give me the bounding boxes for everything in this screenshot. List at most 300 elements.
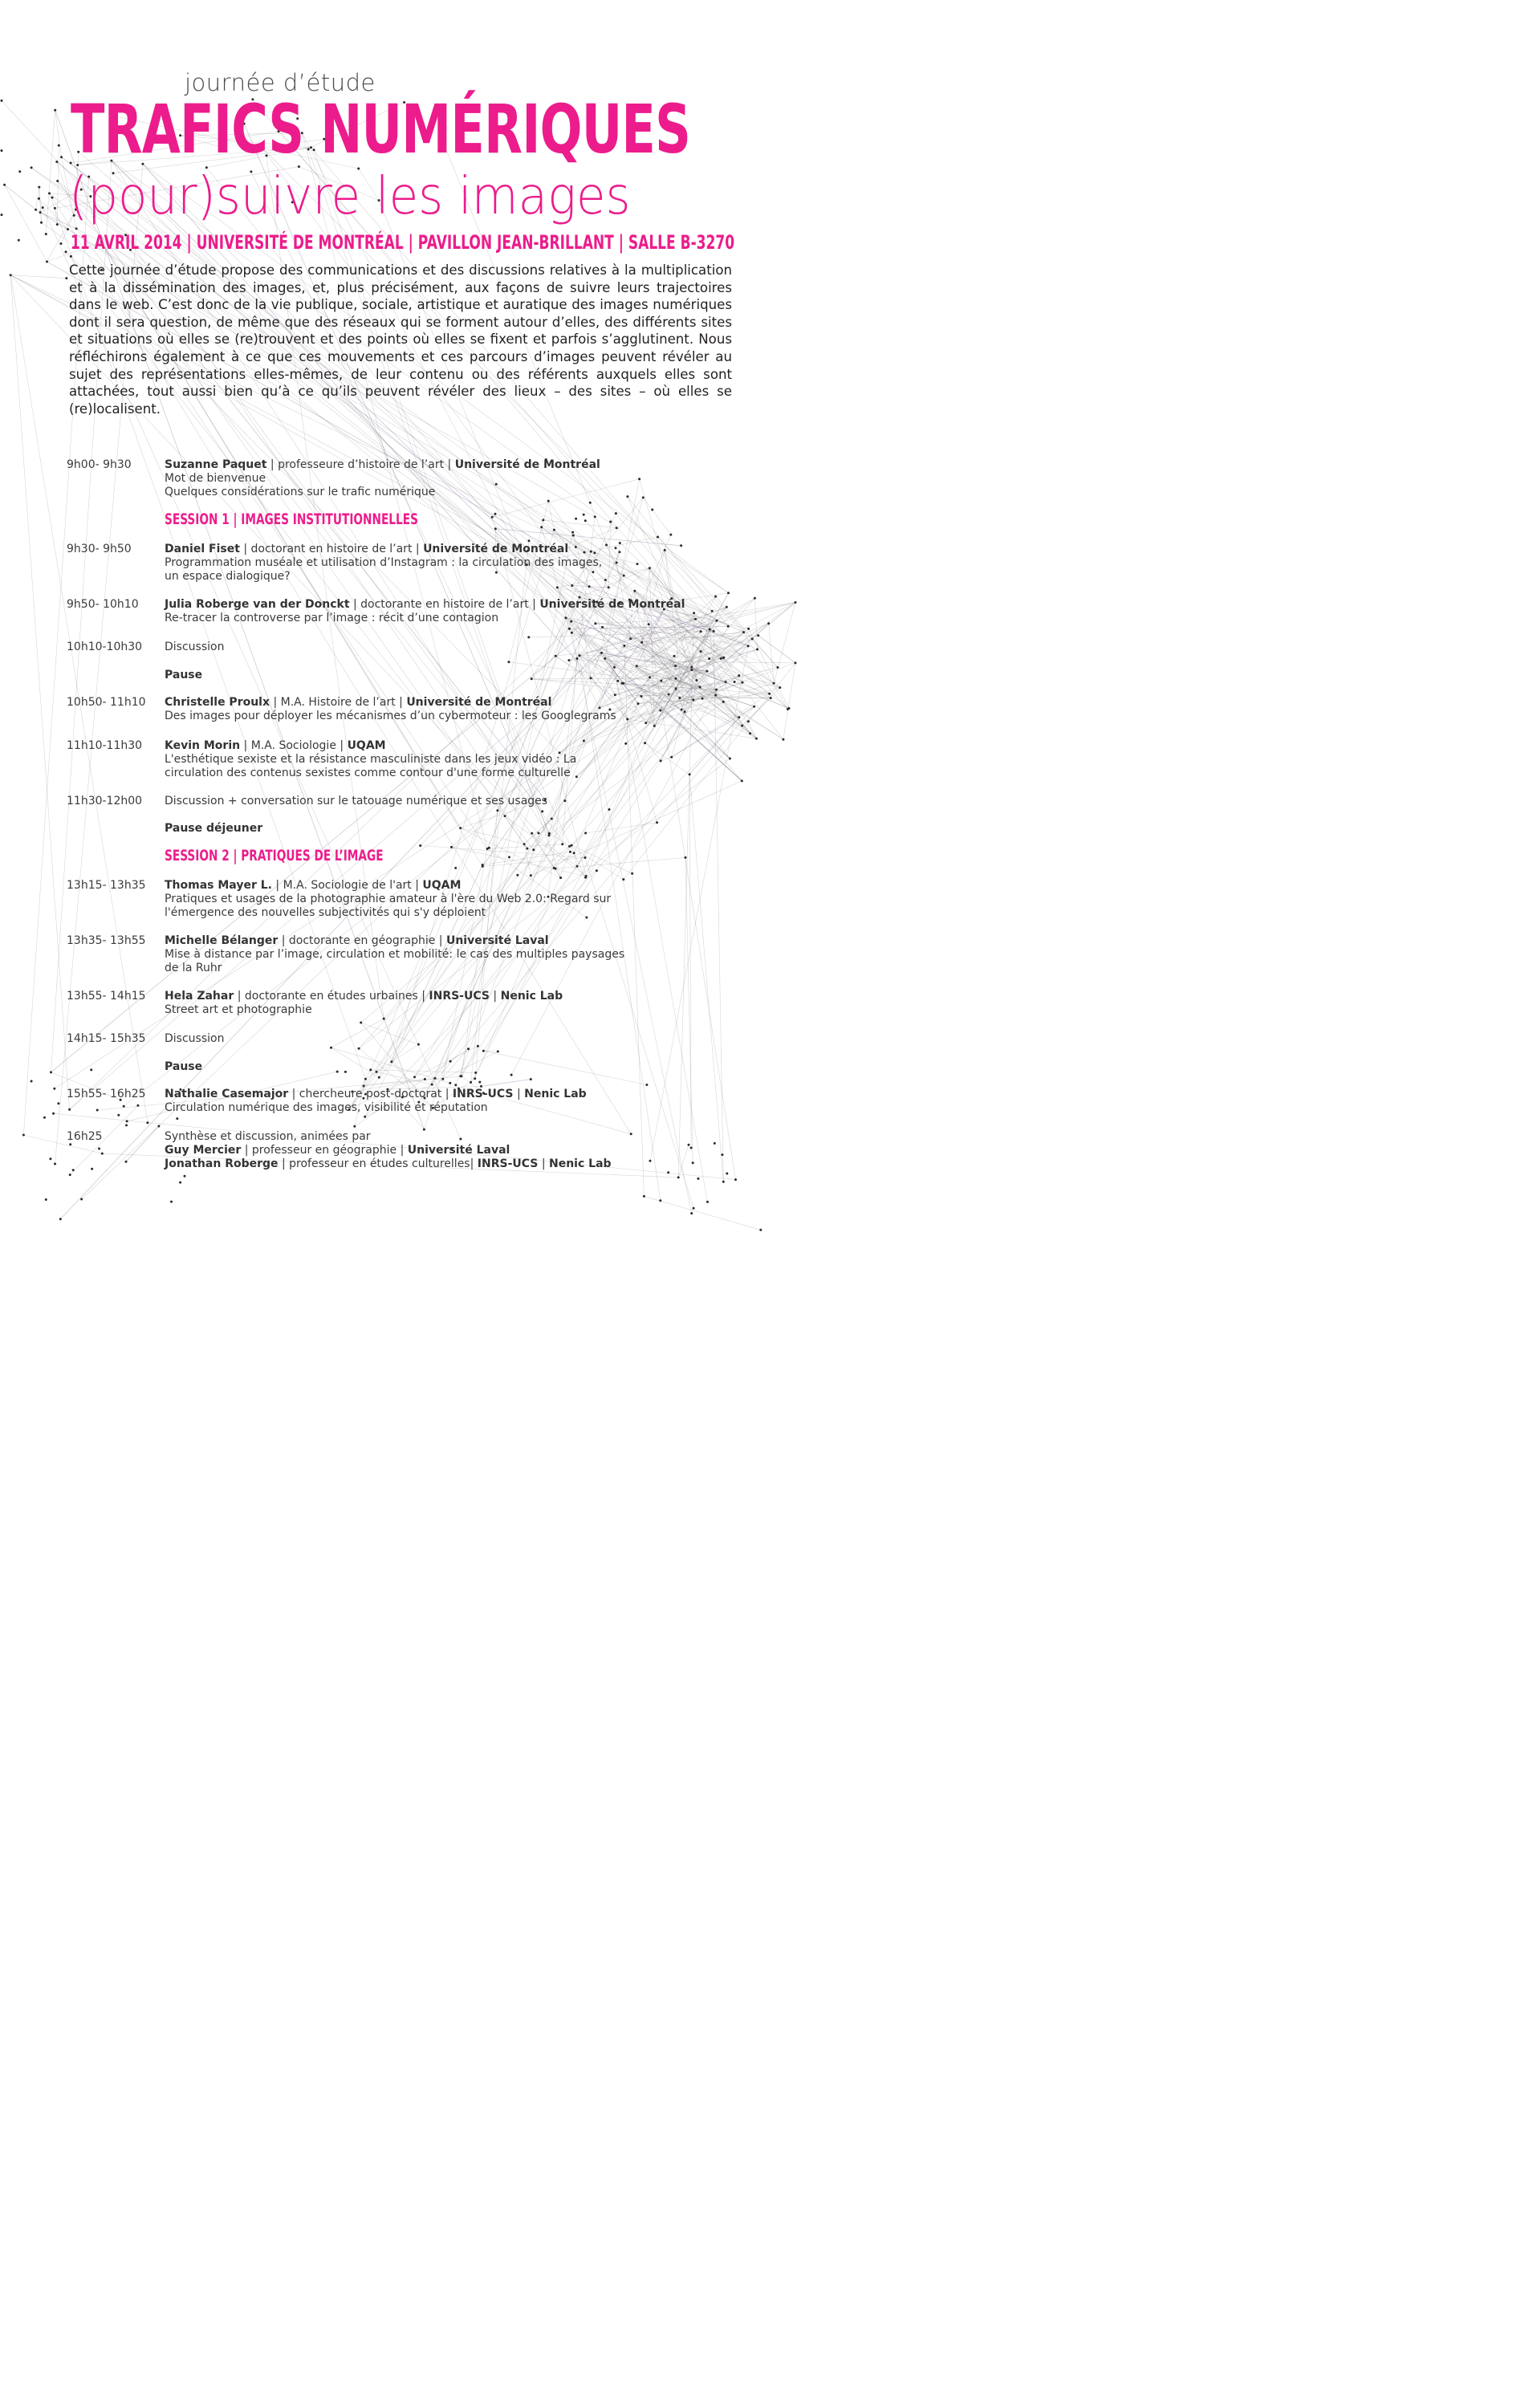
network-node	[755, 738, 758, 740]
network-edge	[678, 1145, 689, 1178]
speaker-institution: Université de Montréal	[406, 696, 552, 709]
network-node	[615, 512, 617, 515]
network-node	[631, 872, 633, 875]
network-node	[608, 808, 611, 811]
network-node	[609, 521, 612, 523]
network-node	[1, 214, 3, 216]
network-node	[782, 738, 784, 741]
network-node	[624, 742, 627, 745]
network-node	[767, 622, 770, 624]
network-node	[496, 809, 498, 811]
network-node	[527, 636, 530, 638]
network-node	[563, 799, 566, 802]
slot-time: 11h30-12h00	[67, 795, 143, 807]
network-node	[734, 681, 736, 683]
network-node	[54, 109, 56, 112]
network-edge	[769, 624, 774, 684]
network-node	[633, 590, 636, 592]
network-edge	[5, 185, 36, 209]
network-node	[542, 519, 544, 521]
network-node	[125, 1161, 128, 1163]
entry-line: L'esthétique sexiste et la résistance masculiniste dans les jeux vidéo : La	[165, 753, 577, 766]
network-node	[431, 1084, 433, 1086]
slot-time: 9h50- 10h10	[67, 598, 139, 611]
slot-time: 9h00- 9h30	[67, 458, 132, 471]
network-node	[706, 670, 708, 673]
network-node	[754, 597, 756, 600]
entry-line: Street art et photographie	[165, 1003, 312, 1016]
network-node	[556, 586, 559, 588]
network-node	[555, 655, 557, 657]
network-node	[779, 686, 781, 689]
network-node	[470, 1081, 472, 1084]
network-node	[594, 515, 596, 518]
network-node	[753, 706, 755, 708]
network-node	[702, 698, 704, 700]
network-node	[692, 1161, 694, 1164]
network-node	[117, 1114, 120, 1117]
network-node	[694, 618, 697, 620]
network-node	[600, 652, 603, 654]
network-edge	[331, 1019, 384, 1047]
speaker-name: Christelle Proulx	[165, 696, 270, 709]
network-node	[667, 1171, 669, 1173]
network-node	[715, 620, 718, 622]
speaker-role: professeure d’histoire de l’art	[278, 458, 445, 471]
speaker-institution: Université de Montréal	[539, 598, 685, 611]
network-node	[179, 1182, 181, 1184]
speaker-name: Guy Mercier	[165, 1144, 242, 1157]
network-node	[146, 1121, 148, 1124]
entry-line: de la Ruhr	[165, 962, 222, 974]
network-node	[531, 677, 533, 680]
network-node	[1, 149, 3, 152]
network-edge	[685, 857, 693, 1162]
network-node	[54, 207, 56, 209]
network-node	[364, 1116, 366, 1118]
network-node	[616, 680, 619, 682]
network-node	[65, 250, 67, 253]
network-node	[713, 630, 715, 633]
entry-line: Mot de bienvenue	[165, 472, 266, 485]
network-node	[699, 686, 702, 689]
entry-line: l'émergence des nouvelles subjectivités qui s'y déploient	[165, 906, 486, 919]
entry-line: Synthèse et discussion, animées par	[165, 1130, 371, 1143]
network-node	[126, 1120, 128, 1122]
entry-line: Re-tracer la controverse par l’image : récit d’une contagion	[165, 612, 499, 624]
network-node	[75, 227, 78, 230]
network-node	[3, 184, 6, 186]
network-edge	[331, 1047, 450, 1083]
network-node	[494, 513, 497, 515]
network-node	[67, 228, 69, 230]
network-node	[726, 1173, 728, 1175]
pause-label: Pause	[165, 1060, 203, 1073]
network-node	[569, 851, 571, 853]
speaker-institution: INRS-UCS	[477, 1157, 539, 1170]
network-node	[729, 758, 731, 760]
network-node	[660, 759, 662, 762]
network-node	[52, 1112, 55, 1115]
network-node	[644, 742, 646, 744]
network-node	[57, 1102, 59, 1104]
entry-line: Quelques considérations sur le trafic numérique	[165, 486, 436, 498]
network-node	[60, 156, 63, 158]
network-node	[722, 1181, 725, 1183]
network-node	[590, 677, 592, 679]
network-node	[720, 657, 722, 660]
network-edge	[665, 550, 728, 592]
network-node	[623, 645, 625, 647]
network-edge	[549, 833, 623, 879]
network-node	[584, 519, 587, 522]
network-node	[669, 534, 672, 536]
network-node	[571, 531, 574, 534]
network-node	[680, 544, 682, 547]
network-node	[741, 725, 743, 727]
network-node	[788, 707, 791, 710]
network-edge	[10, 275, 67, 279]
speaker-lab: Nenic Lab	[549, 1157, 612, 1170]
network-node	[360, 1022, 362, 1024]
network-node	[45, 1198, 47, 1201]
network-node	[482, 1050, 485, 1052]
network-node	[90, 1068, 92, 1071]
speaker-name: Daniel Fiset	[165, 543, 240, 555]
network-node	[697, 1178, 699, 1180]
network-node	[604, 579, 607, 581]
network-node	[568, 628, 571, 630]
network-node	[459, 827, 462, 829]
network-node	[630, 1133, 632, 1135]
speaker-name: Julia Roberge van der Donckt	[165, 598, 350, 611]
program-entry: Nathalie Casemajor | chercheure post-doctorat | INRS-UCS | Nenic Lab Circulation numérique des images, visibilité et réputation	[165, 1088, 587, 1114]
pause-label: Pause	[165, 669, 203, 681]
network-edge	[774, 603, 795, 684]
network-node	[51, 197, 54, 199]
speaker-role: M.A. Sociologie de l'art	[283, 879, 412, 892]
network-node	[434, 1077, 437, 1080]
speaker-name: Nathalie Casemajor	[165, 1088, 289, 1100]
network-node	[353, 1125, 356, 1128]
event-info-line: 11 AVRIL 2014 | UNIVERSITÉ DE MONTRÉAL | PAVILLON JEAN-BRILLANT | SALLE B-3270	[71, 231, 735, 254]
network-node	[795, 661, 797, 664]
network-node	[670, 756, 673, 759]
network-node	[636, 665, 638, 667]
network-edge	[689, 775, 723, 1182]
network-node	[96, 1109, 99, 1112]
network-node	[738, 716, 740, 718]
session-heading: SESSION 1 | IMAGES INSTITUTIONNELLES	[165, 510, 418, 528]
network-node	[749, 732, 751, 734]
speaker-role: doctorant en histoire de l’art	[250, 543, 413, 555]
speaker-institution: Université de Montréal	[423, 543, 569, 555]
network-node	[70, 255, 72, 258]
network-node	[626, 718, 628, 721]
network-node	[578, 654, 580, 657]
network-node	[637, 702, 640, 705]
network-edge	[55, 110, 62, 157]
network-node	[708, 657, 710, 660]
network-node	[596, 869, 598, 872]
event-title: TRAFICS NUMÉRIQUES	[71, 90, 691, 169]
network-node	[721, 1153, 723, 1156]
network-node	[450, 846, 453, 848]
network-node	[649, 676, 651, 678]
speaker-name: Jonathan Roberge	[165, 1157, 279, 1170]
program-entry: Thomas Mayer L. | M.A. Sociologie de l'art | UQAM Pratiques et usages de la photographie amateur à l'ère du Web 2.0: Regard sur l'émergence des nouvelles subjectivités qui s'y déploient	[165, 879, 612, 919]
network-node	[675, 677, 677, 680]
network-node	[738, 674, 740, 677]
network-node	[48, 192, 51, 194]
network-edge	[57, 145, 59, 225]
network-node	[693, 1207, 695, 1210]
network-node	[589, 502, 592, 504]
network-node	[572, 535, 575, 537]
network-node	[777, 666, 779, 669]
entry-line: Pratiques et usages de la photographie amateur à l'ère du Web 2.0: Regard sur	[165, 893, 612, 905]
network-node	[491, 516, 494, 519]
network-node	[675, 688, 677, 690]
program-entry: Michelle Bélanger | doctorante en géographie | Université Laval Mise à distance par l’image, circulation et mobilité: le cas des multiples paysages de la Ruhr	[165, 934, 625, 974]
network-node	[727, 592, 730, 594]
network-node	[378, 1076, 380, 1079]
network-node	[742, 681, 744, 684]
network-node	[467, 1047, 470, 1050]
network-node	[576, 865, 579, 868]
network-node	[59, 1218, 62, 1220]
network-node	[693, 612, 695, 614]
network-node	[494, 527, 497, 530]
program-entry: Discussion + conversation sur le tatouage numérique et ses usages	[165, 795, 548, 807]
network-node	[31, 1080, 33, 1083]
speaker-name: Kevin Morin	[165, 739, 241, 752]
network-node	[651, 509, 653, 511]
speaker-institution: UQAM	[347, 739, 386, 752]
network-node	[706, 1201, 709, 1203]
network-node	[678, 697, 681, 699]
speaker-role: M.A. Histoire de l’art	[280, 696, 396, 709]
network-node	[18, 239, 20, 242]
network-edge	[586, 823, 657, 833]
speaker-role: doctorante en histoire de l’art	[360, 598, 529, 611]
network-node	[604, 657, 606, 660]
network-node	[689, 773, 691, 775]
network-node	[622, 682, 624, 685]
network-node	[636, 563, 639, 565]
network-node	[10, 274, 12, 276]
network-node	[60, 242, 63, 245]
network-node	[531, 832, 533, 835]
network-node	[561, 843, 563, 845]
network-node	[695, 679, 697, 681]
speaker-name: Suzanne Paquet	[165, 458, 267, 471]
slot-time: 13h55- 14h15	[67, 990, 146, 1003]
network-node	[39, 211, 42, 214]
network-node	[583, 514, 585, 516]
network-node	[358, 1047, 360, 1050]
network-node	[551, 818, 553, 820]
network-node	[709, 628, 711, 631]
network-node	[618, 551, 620, 553]
network-node	[504, 815, 506, 817]
network-node	[690, 1212, 693, 1214]
network-node	[575, 518, 577, 520]
network-node	[526, 848, 528, 850]
network-node	[22, 1134, 25, 1137]
network-node	[725, 681, 727, 683]
network-edge	[714, 631, 723, 1182]
network-node	[364, 1078, 367, 1080]
network-node	[553, 867, 555, 869]
network-node	[690, 666, 693, 669]
pause-label: Pause déjeuner	[165, 822, 263, 835]
speaker-role: professeur en études culturelles	[289, 1157, 470, 1170]
network-node	[608, 586, 610, 588]
network-node	[613, 666, 616, 669]
network-node	[31, 166, 33, 169]
network-node	[68, 1108, 71, 1111]
network-node	[751, 638, 754, 641]
entry-line: Circulation numérique des images, visibilité et réputation	[165, 1101, 488, 1114]
network-edge	[643, 498, 671, 535]
network-node	[659, 710, 661, 712]
network-node	[601, 626, 604, 628]
network-node	[605, 544, 608, 547]
speaker-role: doctorante en études urbaines	[244, 990, 418, 1003]
network-node	[616, 562, 618, 564]
network-node	[184, 1175, 186, 1178]
network-node	[43, 1117, 46, 1119]
network-node	[722, 701, 725, 703]
network-node	[369, 1068, 372, 1071]
network-node	[507, 661, 510, 663]
network-node	[700, 650, 702, 653]
network-node	[45, 233, 47, 235]
network-edge	[331, 1047, 380, 1077]
network-node	[795, 601, 797, 604]
network-node	[571, 632, 573, 634]
network-edge	[126, 1126, 159, 1161]
network-node	[616, 527, 618, 529]
network-node	[742, 631, 745, 633]
network-edge	[605, 479, 640, 659]
network-node	[474, 1072, 477, 1074]
network-node	[649, 1160, 652, 1162]
network-node	[583, 740, 585, 742]
speaker-institution: Université Laval	[445, 934, 549, 947]
entry-line: Des images pour déployer les mécanismes d’un cybermoteur : les Googlegrams	[165, 710, 616, 722]
network-node	[629, 637, 632, 640]
network-edge	[10, 275, 69, 1110]
network-node	[756, 649, 758, 651]
network-node	[383, 1018, 385, 1020]
network-edge	[571, 833, 586, 845]
network-edge	[748, 722, 756, 738]
network-node	[541, 810, 543, 812]
network-node	[711, 610, 714, 612]
network-node	[645, 1084, 648, 1086]
network-node	[722, 657, 725, 659]
slot-time: 14h15- 15h35	[67, 1032, 146, 1045]
network-node	[376, 1071, 378, 1073]
program-entry: Discussion	[165, 1032, 225, 1045]
network-node	[615, 547, 617, 549]
network-node	[80, 1198, 83, 1201]
network-node	[1, 100, 3, 102]
network-node	[623, 575, 625, 577]
network-node	[523, 843, 526, 845]
network-node	[660, 680, 662, 682]
network-node	[72, 1169, 75, 1171]
network-node	[567, 659, 570, 661]
network-node	[538, 832, 540, 835]
network-node	[726, 606, 728, 608]
network-node	[645, 722, 647, 724]
network-node	[747, 720, 750, 722]
network-node	[497, 1051, 499, 1053]
network-node	[516, 874, 518, 877]
slot-time: 10h50- 11h10	[67, 696, 146, 709]
network-edge	[531, 781, 742, 876]
slot-time: 11h10-11h30	[67, 739, 143, 752]
slot-time: 13h35- 13h55	[67, 934, 146, 947]
network-edge	[421, 846, 585, 858]
network-node	[714, 694, 717, 697]
network-node	[656, 821, 658, 824]
program-entry: Synthèse et discussion, animées par Guy Mercier | professeur en géographie | Université Laval Jonathan Roberge | professeur en études culturelles| INRS-UCS | Nenic Lab	[165, 1130, 612, 1170]
network-node	[390, 1060, 392, 1063]
speaker-institution: INRS-UCS	[429, 990, 490, 1003]
speaker-institution: Université de Montréal	[454, 458, 600, 471]
speaker-role: M.A. Sociologie	[250, 739, 336, 752]
network-node	[548, 832, 551, 835]
network-node	[18, 170, 21, 173]
network-node	[584, 832, 587, 834]
network-node	[53, 1088, 55, 1090]
network-node	[674, 665, 677, 667]
event-subtitle: (pour)suivre les images	[69, 167, 631, 226]
program-entry: Daniel Fiset | doctorant en histoire de l’art | Université de Montréal Programmation muséale et utilisation d’Instagram : la circulation des images, un espace dialogique?	[165, 543, 603, 583]
network-node	[770, 697, 772, 699]
network-node	[700, 630, 702, 633]
network-edge	[543, 520, 616, 528]
network-node	[747, 628, 750, 630]
network-node	[330, 1047, 332, 1049]
network-node	[482, 865, 484, 868]
network-node	[727, 625, 730, 628]
network-node	[170, 1201, 173, 1203]
network-node	[571, 844, 573, 847]
network-node	[413, 1076, 416, 1078]
network-node	[486, 848, 489, 850]
network-node	[441, 1078, 444, 1080]
network-node	[136, 1104, 139, 1107]
network-node	[681, 709, 683, 711]
network-node	[65, 277, 67, 279]
network-node	[626, 495, 628, 498]
network-node	[768, 693, 771, 695]
program-entry: Julia Roberge van der Donckt | doctorante en histoire de l’art | Université de Montréal Re-tracer la controverse par l’image : récit d’une contagion	[165, 598, 685, 624]
network-node	[157, 1125, 160, 1128]
network-node	[657, 536, 659, 539]
network-node	[759, 1229, 762, 1231]
network-node	[642, 496, 645, 498]
speaker-name: Hela Zahar	[165, 990, 234, 1003]
network-node	[449, 1060, 452, 1063]
network-node	[643, 1195, 645, 1198]
network-node	[757, 634, 759, 637]
